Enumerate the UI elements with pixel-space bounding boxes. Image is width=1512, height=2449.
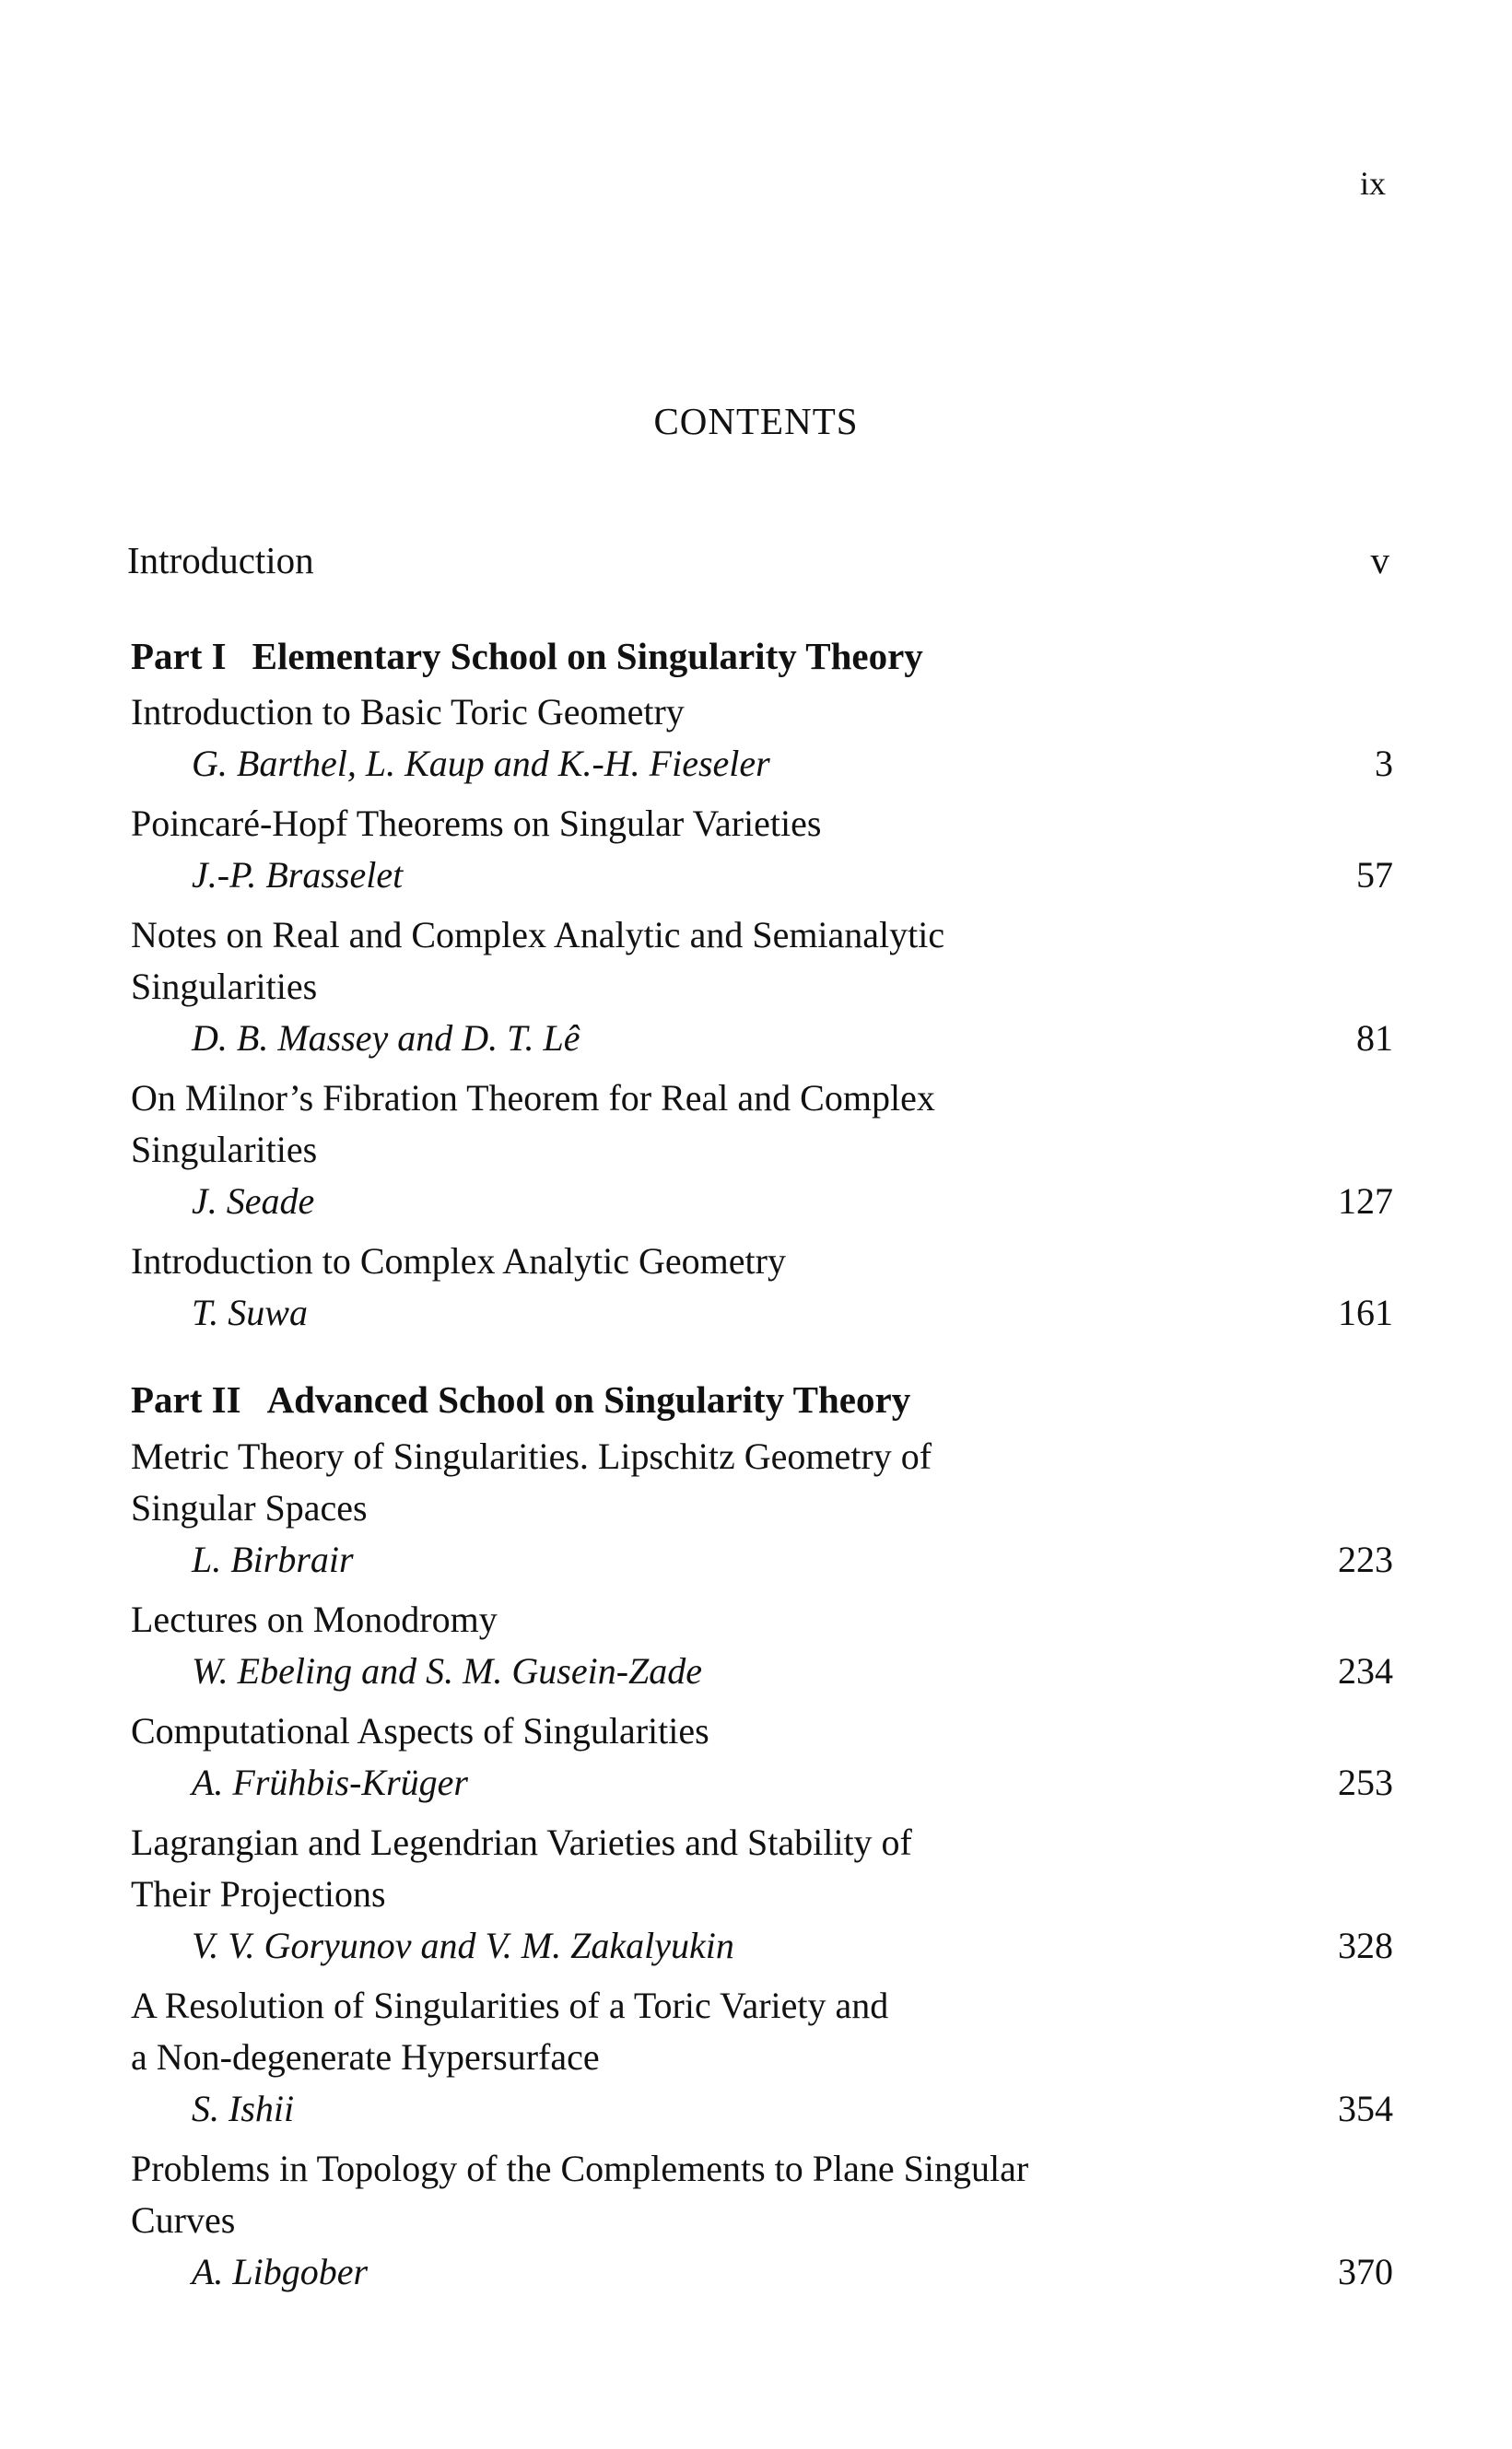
entry-authors: A. Libgober	[192, 2251, 369, 2292]
entry-title-line: Metric Theory of Singularities. Lipschitz Geometry of	[131, 1435, 932, 1477]
entry-title-line: Computational Aspects of Singularities	[131, 1710, 709, 1752]
part-title: Advanced School on Singularity Theory	[266, 1378, 911, 1421]
page-number: ix	[1359, 165, 1386, 202]
entry-title-line: Singularities	[131, 966, 318, 1007]
part-label: Part II	[131, 1378, 241, 1421]
toc-entry[interactable]	[131, 909, 1393, 1064]
entry-authors: L. Birbrair	[192, 1539, 354, 1580]
entry-page-number: 354	[1338, 2088, 1393, 2129]
entry-title-line: Lagrangian and Legendrian Varieties and Stability of	[131, 1822, 912, 1863]
entry-title-line: Introduction to Basic Toric Geometry	[131, 691, 685, 732]
entry-authors: W. Ebeling and S. M. Gusein-Zade	[192, 1650, 703, 1692]
entry-page-number: 127	[1338, 1180, 1393, 1222]
part-1-heading	[131, 634, 1393, 678]
entry-authors: T. Suwa	[192, 1292, 308, 1333]
entry-authors: A. Frühbis-Krüger	[192, 1762, 468, 1803]
toc-entry[interactable]	[131, 1980, 1393, 2135]
part-1-entries	[131, 686, 1393, 1347]
entry-authors: G. Barthel, L. Kaup and K.-H. Fieseler	[192, 743, 770, 784]
part-title: Elementary School on Singularity Theory	[252, 635, 923, 677]
toc-entry[interactable]	[131, 798, 1393, 901]
toc-entry[interactable]	[131, 1817, 1393, 1972]
entry-title: Introduction	[127, 539, 314, 581]
toc-entry[interactable]	[131, 1431, 1393, 1586]
toc-entry[interactable]	[131, 1236, 1393, 1339]
page-title: CONTENTS	[653, 400, 859, 442]
entry-authors: D. B. Massey and D. T. Lê	[192, 1017, 580, 1059]
entry-title-line: Poincaré-Hopf Theorems on Singular Varieties	[131, 803, 822, 844]
entry-title-line: Curves	[131, 2199, 236, 2241]
entry-authors: J. Seade	[192, 1180, 315, 1222]
toc-entry[interactable]	[131, 1705, 1393, 1809]
toc-entry[interactable]	[131, 2143, 1393, 2298]
toc-entry[interactable]	[131, 1594, 1393, 1697]
part-label: Part I	[131, 635, 227, 677]
entry-title-line: a Non-degenerate Hypersurface	[131, 2036, 600, 2078]
part-2-entries	[131, 1431, 1393, 2306]
entry-page-number: 161	[1338, 1292, 1393, 1333]
entry-page-number: 328	[1338, 1925, 1393, 1966]
entry-title-line: Singularities	[131, 1129, 318, 1170]
entry-title-line: On Milnor’s Fibration Theorem for Real and Complex	[131, 1077, 935, 1119]
entry-title-line: A Resolution of Singularities of a Toric Variety and	[131, 1985, 889, 2026]
entry-authors: V. V. Goryunov and V. M. Zakalyukin	[192, 1925, 734, 1966]
entry-page-number: 57	[1356, 854, 1393, 896]
entry-page-number: 223	[1338, 1539, 1393, 1580]
entry-authors: J.-P. Brasselet	[192, 854, 404, 896]
entry-page-number: 253	[1338, 1762, 1393, 1803]
entry-page-number: 370	[1338, 2251, 1393, 2292]
entry-page-number: v	[1370, 539, 1389, 581]
entry-title-line: Notes on Real and Complex Analytic and Semianalytic	[131, 914, 945, 955]
entry-title-line: Problems in Topology of the Complements to Plane Singular	[131, 2148, 1029, 2189]
toc-entry[interactable]	[131, 1072, 1393, 1227]
entry-page-number: 81	[1356, 1017, 1393, 1059]
part-2-heading	[131, 1377, 1393, 1422]
entry-title-line: Lectures on Monodromy	[131, 1599, 498, 1640]
entry-authors: S. Ishii	[192, 2088, 295, 2129]
entry-title-line: Introduction to Complex Analytic Geometry	[131, 1240, 786, 1282]
entry-page-number: 3	[1375, 743, 1393, 784]
toc-entry-introduction[interactable]	[127, 538, 1389, 593]
toc-entry[interactable]	[131, 686, 1393, 790]
entry-title-line: Singular Spaces	[131, 1487, 368, 1529]
entry-page-number: 234	[1338, 1650, 1393, 1692]
entry-title-line: Their Projections	[131, 1873, 386, 1915]
